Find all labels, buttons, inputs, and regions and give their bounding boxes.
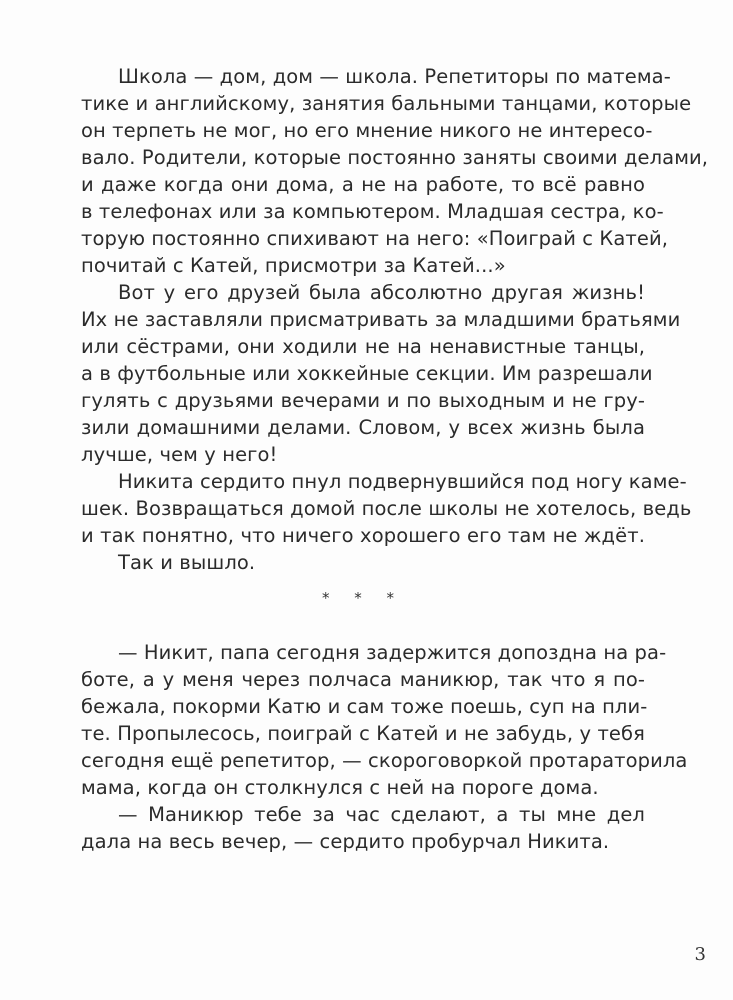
text-line: — Никит, папа сегодня задержится допоздна на ра- xyxy=(118,641,667,664)
text-line: он терпеть не мог, но его мнение никого не интересо- xyxy=(81,119,653,142)
text-line: Так и вышло. xyxy=(118,551,256,574)
text-line: те. Пропылесось, поиграй с Катей и не забудь, у тебя xyxy=(81,722,645,745)
section-divider: * * * xyxy=(321,589,405,607)
text-line: лучше, чем у него! xyxy=(81,443,278,466)
text-line: Никита сердито пнул подвернувшийся под ногу каме- xyxy=(118,470,687,493)
text-line: Школа — дом, дом — школа. Репетиторы по матема- xyxy=(118,65,671,88)
text-line: торую постоянно спихивают на него: «Поиграй с Катей, xyxy=(81,227,669,250)
text-line: почитай с Катей, присмотри за Катей...» xyxy=(81,254,506,277)
section-2 xyxy=(81,639,688,855)
text-line: Вот у его друзей была абсолютно другая жизнь! xyxy=(118,281,645,304)
text-line: бежала, покорми Катю и сам тоже поешь, суп на пли- xyxy=(81,695,648,718)
page-body xyxy=(81,63,709,853)
section-1 xyxy=(81,63,709,576)
text-line: боте, а у меня через полчаса маникюр, так что я по- xyxy=(81,668,645,691)
text-line: или сёстрами, они ходили не на ненавистные танцы, xyxy=(81,335,645,358)
text-line: а в футбольные или хоккейные секции. Им разрешали xyxy=(81,362,653,385)
text-line: и так понятно, что ничего хорошего его там не ждёт. xyxy=(81,524,645,547)
text-line: в телефонах или за компьютером. Младшая сестра, ко- xyxy=(81,200,664,223)
text-line: Их не заставляли присматривать за младшими братьями xyxy=(81,308,681,331)
text-line: зили домашними делами. Словом, у всех жизнь была xyxy=(81,416,645,439)
text-line: — Маникюр тебе за час сделают, а ты мне дел xyxy=(118,803,645,826)
text-line: сегодня ещё репетитор, — скороговоркой протараторила xyxy=(81,749,688,772)
text-line: вало. Родители, которые постоянно заняты своими делами, xyxy=(81,146,709,169)
text-line: мама, когда он столкнулся с ней на пороге дома. xyxy=(81,776,599,799)
text-line: дала на весь вечер, — сердито пробурчал Никита. xyxy=(81,830,610,853)
text-line: гулять с друзьями вечерами и по выходным и не гру- xyxy=(81,389,645,412)
text-line: шек. Возвращаться домой после школы не хотелось, ведь xyxy=(81,497,692,520)
text-line: тике и английскому, занятия бальными танцами, которые xyxy=(81,92,692,115)
page-number: 3 xyxy=(694,944,706,965)
text-line: и даже когда они дома, а не на работе, то всё равно xyxy=(81,173,645,196)
